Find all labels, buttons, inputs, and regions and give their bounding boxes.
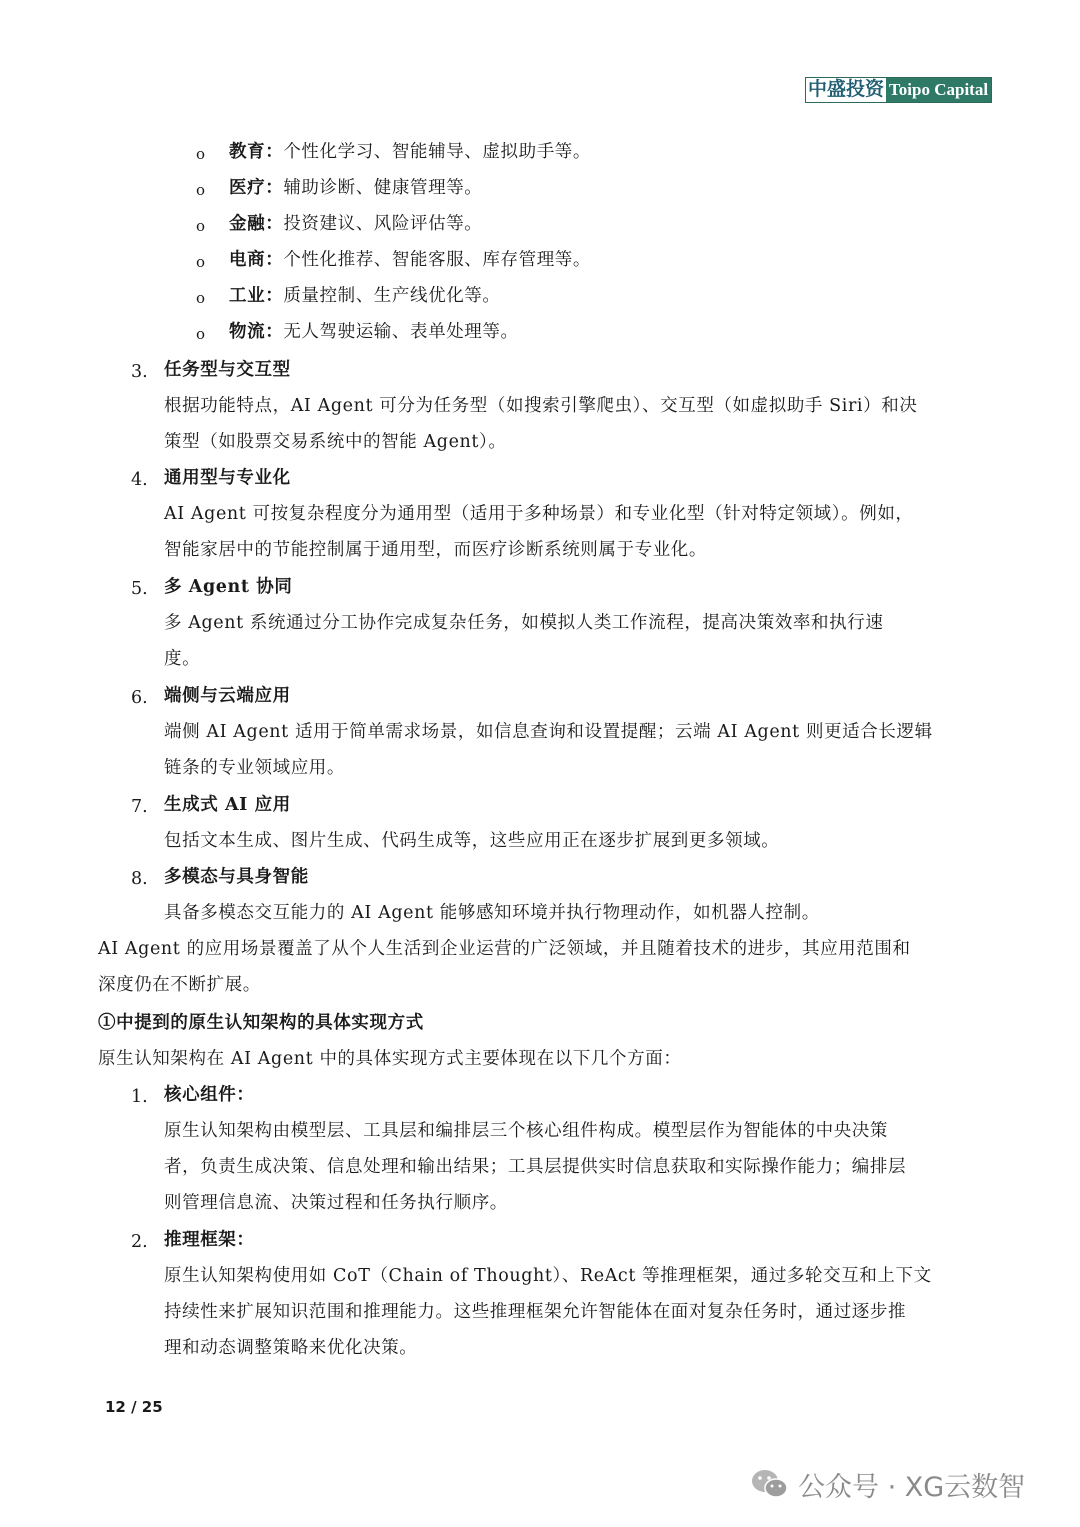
- paragraph-line: 链条的专业领域应用。: [164, 758, 345, 778]
- paragraph-line: 多 Agent 系统通过分工协作完成复杂任务，如模拟人类工作流程，提高决策效率和执行速: [164, 613, 884, 633]
- section-title-text: 通用型与专业化: [164, 468, 291, 488]
- wechat-watermark: [750, 1464, 1025, 1504]
- summary-line: 深度仍在不断扩展。: [98, 975, 261, 995]
- sector-label: 电商：: [229, 250, 284, 270]
- paragraph-line: AI Agent 可按复杂程度分为通用型（适用于多种场景）和专业化型（针对特定领域）。例如，: [164, 504, 914, 524]
- wechat-icon: [750, 1467, 790, 1501]
- bullet-marker: o: [196, 145, 206, 163]
- section-title: [164, 467, 291, 489]
- section-title: [164, 576, 292, 598]
- page-number: 12 / 25: [105, 1398, 163, 1416]
- paragraph-line: 包括文本生成、图片生成、代码生成等，这些应用正在逐步扩展到更多领域。: [164, 831, 780, 851]
- paragraph-line: 则管理信息流、决策过程和任务执行顺序。: [164, 1193, 508, 1213]
- section-number: 6.: [131, 688, 148, 708]
- paragraph-line: 智能家居中的节能控制属于通用型，而医疗诊断系统则属于专业化。: [164, 540, 707, 560]
- sector-text: 辅助诊断、健康管理等。: [283, 178, 483, 198]
- section-title-text: 任务型与交互型: [164, 360, 291, 380]
- bullet-marker: o: [196, 325, 206, 343]
- section-title: [164, 685, 291, 707]
- paragraph-line: 理和动态调整策略来优化决策。: [164, 1338, 418, 1358]
- paragraph-line: 根据功能特点，AI Agent 可分为任务型（如搜索引擎爬虫）、交互型（如虚拟助手 Siri）和决: [164, 396, 918, 416]
- paragraph-line: 具备多模态交互能力的 AI Agent 能够感知环境并执行物理动作，如机器人控制。: [164, 903, 820, 923]
- section-title-text: 多模态与具身智能: [164, 867, 309, 887]
- section-number: 4.: [131, 470, 148, 490]
- sector-text: 个性化推荐、智能客服、库存管理等。: [283, 250, 592, 270]
- section-number: 3.: [131, 362, 148, 382]
- logo-chinese-name: 中盛投资: [808, 79, 885, 100]
- sector-label: 工业：: [229, 286, 284, 306]
- list-item: [229, 213, 482, 235]
- list-item: [229, 249, 591, 271]
- item-title: [164, 1229, 255, 1251]
- paragraph-line: 原生认知架构由模型层、工具层和编排层三个核心组件构成。模型层作为智能体的中央决策: [164, 1121, 888, 1141]
- company-logo: [805, 77, 992, 103]
- section-title-text: 端侧与云端应用: [164, 686, 291, 706]
- section-title-text: 生成式 AI 应用: [164, 795, 291, 815]
- intro-paragraph: 原生认知架构在 AI Agent 中的具体实现方式主要体现在以下几个方面：: [98, 1049, 682, 1069]
- paragraph-line: 者，负责生成决策、信息处理和输出结果；工具层提供实时信息获取和实际操作能力；编排层: [164, 1157, 907, 1177]
- subheading-text: ①中提到的原生认知架构的具体实现方式: [98, 1013, 424, 1033]
- sector-label: 教育：: [229, 142, 284, 162]
- list-item: [229, 177, 482, 199]
- item-title-text: 推理框架：: [164, 1230, 255, 1250]
- paragraph-line: 策型（如股票交易系统中的智能 Agent）。: [164, 432, 507, 452]
- bullet-marker: o: [196, 289, 206, 307]
- sector-label: 物流：: [229, 322, 284, 342]
- subheading: [98, 1012, 424, 1034]
- logo-english-name: Toipo Capital: [886, 78, 991, 102]
- sector-label: 医疗：: [229, 178, 284, 198]
- paragraph-line: 持续性来扩展知识范围和推理能力。这些推理框架允许智能体在面对复杂任务时，通过逐步推: [164, 1302, 907, 1322]
- paragraph-line: 原生认知架构使用如 CoT（Chain of Thought）、ReAct 等推理框架，通过多轮交互和上下文: [164, 1266, 932, 1286]
- watermark-text: 公众号 · XG云数智: [798, 1471, 1026, 1503]
- item-title: [164, 1084, 255, 1106]
- section-number: 7.: [131, 797, 148, 817]
- item-title-text: 核心组件：: [164, 1085, 255, 1105]
- item-number: 2.: [131, 1232, 148, 1252]
- bullet-marker: o: [196, 217, 206, 235]
- bullet-marker: o: [196, 181, 206, 199]
- list-item: [229, 141, 591, 163]
- item-number: 1.: [131, 1087, 148, 1107]
- section-number: 8.: [131, 869, 148, 889]
- section-number: 5.: [131, 579, 148, 599]
- section-title: [164, 359, 291, 381]
- sector-text: 无人驾驶运输、表单处理等。: [283, 322, 519, 342]
- list-item: [229, 285, 501, 307]
- paragraph-line: 端侧 AI Agent 适用于简单需求场景，如信息查询和设置提醒；云端 AI Agent 则更适合长逻辑: [164, 722, 933, 742]
- paragraph-line: 度。: [164, 649, 201, 669]
- section-title: [164, 794, 291, 816]
- section-title: [164, 866, 309, 888]
- summary-line: AI Agent 的应用场景覆盖了从个人生活到企业运营的广泛领域，并且随着技术的进步，其应用范围和: [98, 939, 911, 959]
- sector-text: 质量控制、生产线优化等。: [283, 286, 501, 306]
- sector-label: 金融：: [229, 214, 284, 234]
- list-item: [229, 321, 519, 343]
- bullet-marker: o: [196, 253, 206, 271]
- sector-text: 个性化学习、智能辅导、虚拟助手等。: [283, 142, 592, 162]
- section-title-text: 多 Agent 协同: [164, 577, 293, 597]
- sector-text: 投资建议、风险评估等。: [283, 214, 483, 234]
